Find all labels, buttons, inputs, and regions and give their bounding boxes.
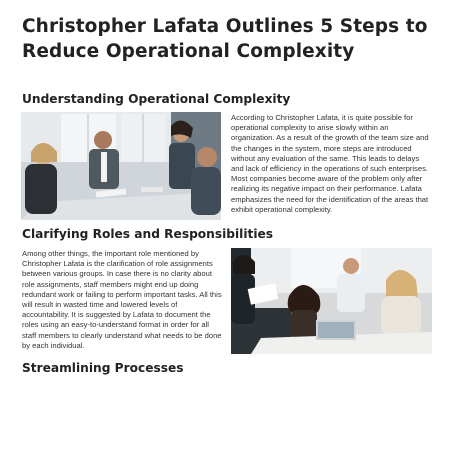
team-photo [231, 248, 432, 354]
section-heading-clarifying: Clarifying Roles and Responsibilities [22, 227, 274, 241]
meeting-photo [21, 112, 221, 220]
section-heading-understanding: Understanding Operational Complexity [22, 92, 291, 106]
section-heading-streamlining: Streamlining Processes [22, 361, 184, 375]
team-laptop-image [231, 248, 432, 354]
section-body-clarifying: Among other things, the important role mentioned by Christopher Lafata is the clarification of role assignments between various groups. In case there is no clarity about role assignments, staff members might end up doing redundant work or failing to perform important tasks. All this will result in wasted time and lowered levels of accountability. It is suggested by Lafata to document the roles using an easy-to-understand format in order for all staff members to clearly understand what needs to be done by each individual. [22, 249, 222, 350]
article-title: Christopher Lafata Outlines 5 Steps to Reduce Operational Complexity [22, 16, 428, 62]
office-meeting-image [21, 112, 221, 220]
section-body-understanding: According to Christopher Lafata, it is quite possible for operational complexity to arise slowly within an organization. As a result of the growth of the team size and the changes in the system, more steps are introduced without any evaluation of the same. This leads to delays and lack of efficiency in the operations of such enterprises. Most companies become aware of the problem only after realizing its negative impact on their performance. Lafata emphasizes the need for the identification of the areas that exhibit operational complexity. [231, 113, 429, 214]
